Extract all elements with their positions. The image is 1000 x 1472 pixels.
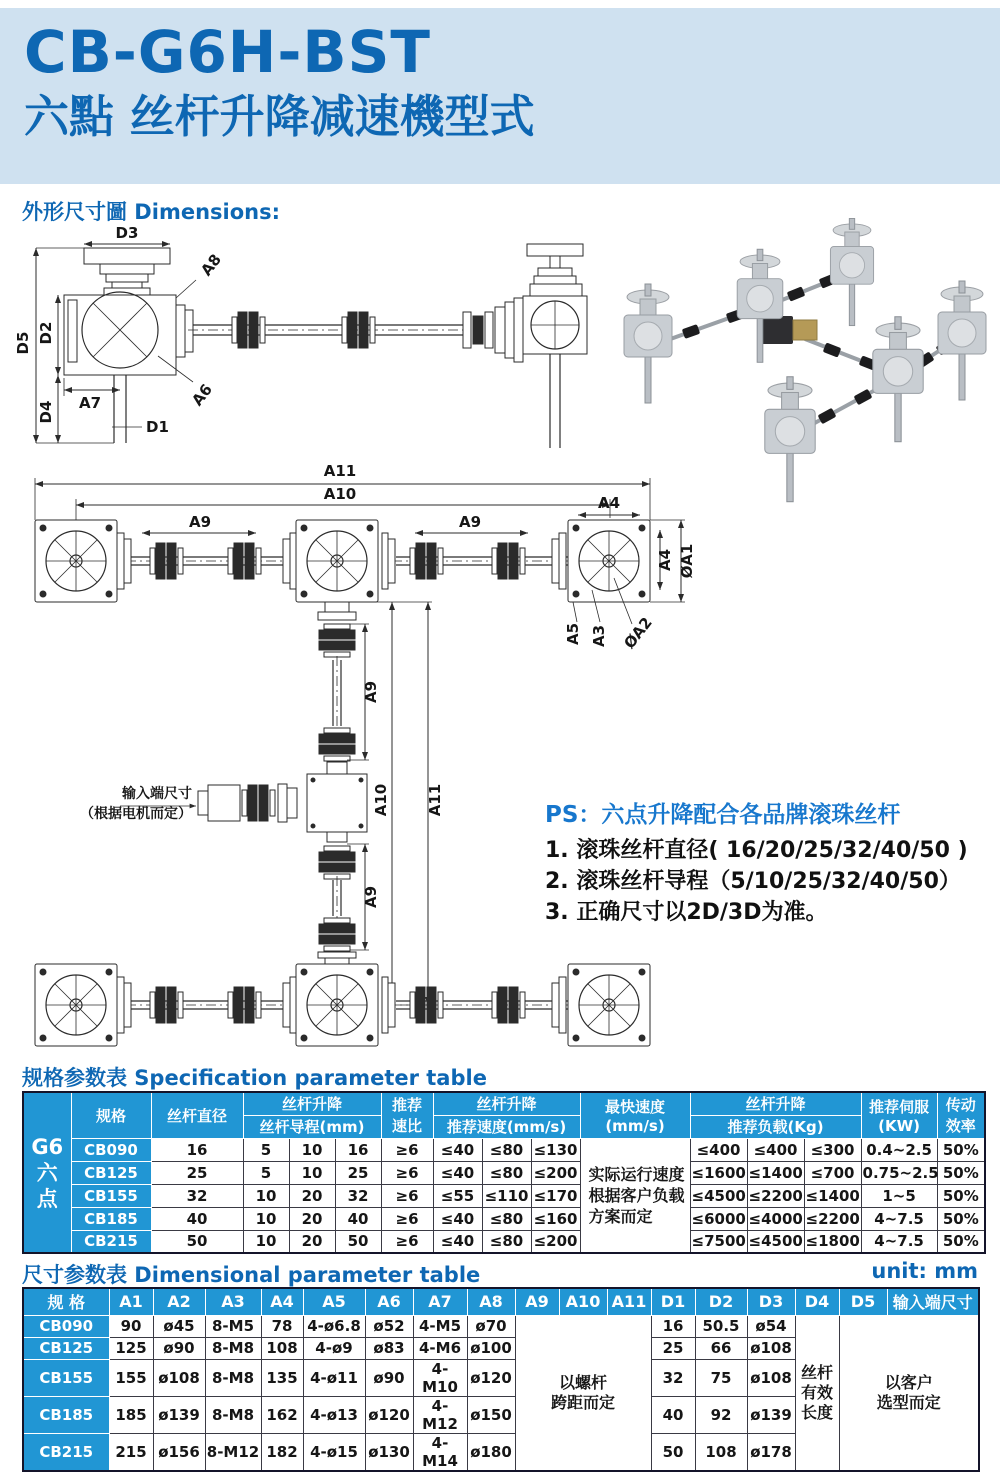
- cell: ≤40: [433, 1230, 482, 1253]
- cell: 4-ø6.8: [303, 1315, 365, 1337]
- col-header: D3: [747, 1288, 795, 1315]
- cell: CB090: [23, 1315, 109, 1337]
- cell: 16: [335, 1138, 381, 1161]
- dim-label-a9v2: A9: [362, 885, 380, 909]
- col-rec-speed: 推荐速度(mm/s): [433, 1115, 580, 1138]
- dim-label-a4: A4: [597, 494, 621, 512]
- cell: 4-ø15: [303, 1433, 365, 1471]
- cell: 215: [109, 1433, 153, 1471]
- col-rec-load: 推荐负载(Kg): [690, 1115, 861, 1138]
- dim-label-a2: ØA2: [620, 613, 656, 653]
- cell: ø54: [747, 1315, 795, 1337]
- col-header: A9: [515, 1288, 559, 1315]
- product-title: CB-G6H-BST: [24, 18, 431, 86]
- cell: 50%: [937, 1184, 985, 1207]
- cell: ≤2200: [804, 1207, 861, 1230]
- cell: ø108: [747, 1337, 795, 1359]
- col-screw-lift-1: 丝杆升降: [243, 1092, 381, 1115]
- dim-label-a7: A7: [78, 394, 102, 412]
- cell: CB185: [23, 1396, 109, 1433]
- cell: 4-M5: [413, 1315, 467, 1337]
- dim-label-d1: D1: [146, 418, 169, 436]
- cell: 25: [335, 1161, 381, 1184]
- cell: 4-ø13: [303, 1396, 365, 1433]
- col-screw-lift-2: 丝杆升降: [433, 1092, 580, 1115]
- cell: 0.75~2.5: [861, 1161, 937, 1184]
- cell: 10: [243, 1207, 289, 1230]
- dimension-drawing: [0, 224, 1000, 1062]
- cell: ø108: [747, 1359, 795, 1396]
- cell: 32: [335, 1184, 381, 1207]
- input-end-note-line2: （根据电机而定）: [80, 806, 192, 822]
- series-group-label: G6 六 点: [23, 1092, 71, 1253]
- cell: CB185: [71, 1207, 151, 1230]
- cell: ≤160: [531, 1207, 580, 1230]
- dim-label-a9b: A9: [458, 513, 482, 531]
- cell: 8-M8: [205, 1337, 261, 1359]
- cell: 4~7.5: [861, 1230, 937, 1253]
- cell: 0.4~2.5: [861, 1138, 937, 1161]
- cell: ≥6: [381, 1138, 433, 1161]
- side-view-drawing: [14, 224, 587, 448]
- cell: ø150: [467, 1396, 515, 1433]
- cell: 40: [335, 1207, 381, 1230]
- cell: CB215: [71, 1230, 151, 1253]
- cell: ≤200: [531, 1230, 580, 1253]
- cell: 8-M12: [205, 1433, 261, 1471]
- dim-label-a9: A9: [188, 513, 212, 531]
- product-3d-render: [624, 219, 986, 502]
- cell: ø120: [365, 1396, 413, 1433]
- cell: 20: [289, 1207, 335, 1230]
- cell: 4-ø11: [303, 1359, 365, 1396]
- spec-row: [23, 1138, 985, 1161]
- cell: ≤1800: [804, 1230, 861, 1253]
- cell: ≤300: [804, 1138, 861, 1161]
- cell: CB125: [23, 1337, 109, 1359]
- cell: 40: [151, 1207, 243, 1230]
- cell: ø52: [365, 1315, 413, 1337]
- cell: 50: [335, 1230, 381, 1253]
- cell: 108: [695, 1433, 747, 1471]
- cell: 25: [151, 1161, 243, 1184]
- motor-block: [757, 316, 817, 344]
- cell: 4-M6: [413, 1337, 467, 1359]
- cell: ≤80: [482, 1207, 531, 1230]
- cell: ≤4000: [747, 1207, 804, 1230]
- cell: 182: [261, 1433, 303, 1471]
- dim-label-d2: D2: [37, 321, 55, 345]
- cell: ø180: [467, 1433, 515, 1471]
- cell: ø130: [365, 1433, 413, 1471]
- dim-table-heading: 尺寸参数表 Dimensional parameter table: [22, 1263, 481, 1287]
- col-screw-lift-3: 丝杆升降: [690, 1092, 861, 1115]
- cell: ≤2200: [747, 1184, 804, 1207]
- dim-label-a1: ØA1: [678, 543, 696, 579]
- cell: 125: [109, 1337, 153, 1359]
- cell: 10: [289, 1138, 335, 1161]
- cell: ≤80: [482, 1161, 531, 1184]
- dim-label-a11: A11: [323, 462, 357, 480]
- customer-selection-note-cell: 以客户 选型而定: [839, 1315, 979, 1471]
- cell: ≤200: [531, 1161, 580, 1184]
- cell: 4-M10: [413, 1359, 467, 1396]
- spec-row: [23, 1207, 985, 1230]
- cell: 75: [695, 1359, 747, 1396]
- header-banner: [0, 8, 1000, 184]
- cell: ø100: [467, 1337, 515, 1359]
- cell: 50: [651, 1433, 695, 1471]
- cell: 32: [651, 1359, 695, 1396]
- col-efficiency: 传动 效率: [937, 1092, 985, 1138]
- cell: 10: [289, 1161, 335, 1184]
- cell: ø139: [747, 1396, 795, 1433]
- cell: ≤1400: [804, 1184, 861, 1207]
- cell: CB215: [23, 1433, 109, 1471]
- dimensions-heading: 外形尺寸圖 Dimensions:: [22, 200, 280, 224]
- cell: 155: [109, 1359, 153, 1396]
- ps-item-1: 1. 滚珠丝杆直径( 16/20/25/32/40/50 ): [545, 838, 968, 863]
- spec-row: [23, 1161, 985, 1184]
- dim-label-a9v1: A9: [362, 680, 380, 704]
- cell: ø178: [747, 1433, 795, 1471]
- col-header: A1: [109, 1288, 153, 1315]
- dim-label-d3: D3: [115, 224, 139, 242]
- cell: ≤110: [482, 1184, 531, 1207]
- cell: ≤170: [531, 1184, 580, 1207]
- ps-item-2: 2. 滚珠丝杆导程（5/10/25/32/40/50）: [545, 869, 961, 894]
- col-header: D2: [695, 1288, 747, 1315]
- dimensional-table: [22, 1287, 980, 1472]
- cell: 8-M8: [205, 1396, 261, 1433]
- cell: 32: [151, 1184, 243, 1207]
- cell: ≤1400: [747, 1161, 804, 1184]
- dim-label-a5: A5: [564, 622, 582, 646]
- cell: ≥6: [381, 1184, 433, 1207]
- cell: CB155: [71, 1184, 151, 1207]
- cell: 162: [261, 1396, 303, 1433]
- cell: 8-M8: [205, 1359, 261, 1396]
- cell: 8-M5: [205, 1315, 261, 1337]
- dim-label-a10: A10: [323, 485, 357, 503]
- col-header: A8: [467, 1288, 515, 1315]
- input-end-note-line1: 输入端尺寸: [122, 786, 192, 802]
- cell: ≤80: [482, 1138, 531, 1161]
- cell: 50%: [937, 1138, 985, 1161]
- unit-label: unit: mm: [871, 1259, 978, 1283]
- col-spec: 规格: [71, 1092, 151, 1138]
- cell: ≤4500: [747, 1230, 804, 1253]
- dim-label-a6: A6: [188, 380, 216, 410]
- col-header: D4: [795, 1288, 839, 1315]
- cell: 10: [243, 1184, 289, 1207]
- cell: 185: [109, 1396, 153, 1433]
- cell: ≤40: [433, 1207, 482, 1230]
- plan-view-drawing: [35, 462, 696, 1046]
- cell: 1~5: [861, 1184, 937, 1207]
- cell: ø83: [365, 1337, 413, 1359]
- cell: ø156: [153, 1433, 205, 1471]
- cell: ≤4500: [690, 1184, 747, 1207]
- cell: ≥6: [381, 1207, 433, 1230]
- col-header: D5: [839, 1288, 887, 1315]
- dim-label-d5: D5: [14, 331, 32, 355]
- cell: ø108: [153, 1359, 205, 1396]
- cell: 92: [695, 1396, 747, 1433]
- cell: 20: [289, 1184, 335, 1207]
- cell: 4-M12: [413, 1396, 467, 1433]
- cell: ≤55: [433, 1184, 482, 1207]
- cell: 50: [151, 1230, 243, 1253]
- cell: 5: [243, 1138, 289, 1161]
- cell: ≤700: [804, 1161, 861, 1184]
- dim-table-heading-row: [22, 1259, 978, 1289]
- screw-length-note-cell: 丝杆 有效 长度: [795, 1315, 839, 1471]
- cell: ≤40: [433, 1138, 482, 1161]
- cell: CB125: [71, 1161, 151, 1184]
- col-header: D1: [651, 1288, 695, 1315]
- cell: 50.5: [695, 1315, 747, 1337]
- col-header: 输入端尺寸: [887, 1288, 979, 1315]
- cell: 66: [695, 1337, 747, 1359]
- dim-label-a11v: A11: [426, 783, 444, 817]
- dim-label-a10v: A10: [372, 783, 390, 817]
- cell: ø90: [365, 1359, 413, 1396]
- col-ratio: 推荐 速比: [381, 1092, 433, 1138]
- col-header: A3: [205, 1288, 261, 1315]
- col-max-speed: 最快速度 (mm/s): [580, 1092, 690, 1138]
- product-subtitle: 六點 丝杆升降减速機型式: [24, 89, 535, 143]
- dim-row: [23, 1315, 979, 1337]
- col-header: A2: [153, 1288, 205, 1315]
- cell: 16: [651, 1315, 695, 1337]
- cell: 50%: [937, 1207, 985, 1230]
- ps-notes: [545, 796, 995, 928]
- cell: ø45: [153, 1315, 205, 1337]
- cell: ø70: [467, 1315, 515, 1337]
- dim-label-a8: A8: [197, 250, 225, 280]
- cell: ≤130: [531, 1138, 580, 1161]
- col-header: A5: [303, 1288, 365, 1315]
- cell: 20: [289, 1230, 335, 1253]
- col-header: A11: [607, 1288, 651, 1315]
- spec-table-heading: 规格参数表 Specification parameter table: [22, 1066, 487, 1090]
- cell: ≥6: [381, 1161, 433, 1184]
- col-header: 规 格: [23, 1288, 109, 1315]
- ps-title: PS：六点升降配合各品牌滚珠丝杆: [545, 802, 901, 828]
- cell: ≤80: [482, 1230, 531, 1253]
- cell: ≤400: [690, 1138, 747, 1161]
- spec-row: [23, 1184, 985, 1207]
- drawing-area: [0, 224, 1000, 1062]
- col-header: A7: [413, 1288, 467, 1315]
- cell: ≤400: [747, 1138, 804, 1161]
- cell: 135: [261, 1359, 303, 1396]
- cell: 108: [261, 1337, 303, 1359]
- cell: ≤7500: [690, 1230, 747, 1253]
- cell: 25: [651, 1337, 695, 1359]
- spec-table: [22, 1091, 986, 1254]
- cell: 50%: [937, 1161, 985, 1184]
- col-header: A10: [559, 1288, 607, 1315]
- cell: 16: [151, 1138, 243, 1161]
- cell: 50%: [937, 1230, 985, 1253]
- cell: ≤1600: [690, 1161, 747, 1184]
- cell: 10: [243, 1230, 289, 1253]
- cell: 5: [243, 1161, 289, 1184]
- col-servo: 推荐伺服 (KW): [861, 1092, 937, 1138]
- cell: 78: [261, 1315, 303, 1337]
- ps-item-3: 3. 正确尺寸以2D/3D为准。: [545, 900, 828, 925]
- col-screw-dia: 丝杆直径: [151, 1092, 243, 1138]
- dim-label-d4: D4: [37, 400, 55, 424]
- cell: 4~7.5: [861, 1207, 937, 1230]
- cell: 40: [651, 1396, 695, 1433]
- cell: ø139: [153, 1396, 205, 1433]
- cell: 4-ø9: [303, 1337, 365, 1359]
- cell: ø90: [153, 1337, 205, 1359]
- cell: ø120: [467, 1359, 515, 1396]
- speed-note-cell: 实际运行速度 根据客户负载 方案而定: [580, 1138, 690, 1253]
- cell: ≥6: [381, 1230, 433, 1253]
- cell: 4-M14: [413, 1433, 467, 1471]
- cell: 90: [109, 1315, 153, 1337]
- dim-label-a3: A3: [590, 624, 608, 648]
- dim-label-a4v: A4: [656, 548, 674, 572]
- col-header: A6: [365, 1288, 413, 1315]
- col-header: A4: [261, 1288, 303, 1315]
- cell: ≤40: [433, 1161, 482, 1184]
- cell: ≤6000: [690, 1207, 747, 1230]
- spec-row: [23, 1230, 985, 1253]
- col-lead: 丝杆导程(mm): [243, 1115, 381, 1138]
- cell: CB090: [71, 1138, 151, 1161]
- screw-span-note-cell: 以螺杆 跨距而定: [515, 1315, 651, 1471]
- cell: CB155: [23, 1359, 109, 1396]
